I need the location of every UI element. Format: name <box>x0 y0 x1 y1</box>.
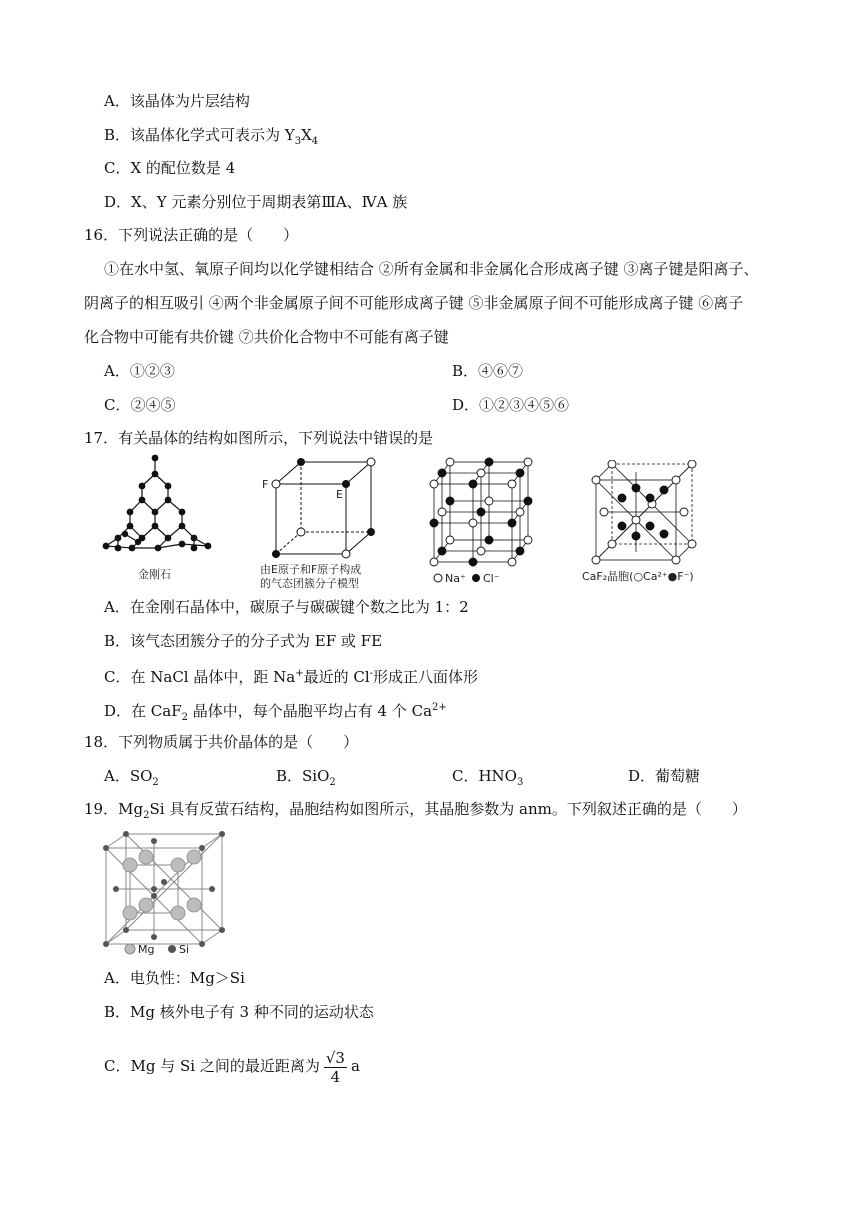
q18-option-d: D．葡萄糖 <box>628 767 701 785</box>
q16-stem: 16．下列说法正确的是（ ） <box>84 226 299 244</box>
q19-option-c: C．Mg 与 Si 之间的最近距离为 $\frac{√3}{4}$ a <box>104 1048 360 1086</box>
diamond-caption: 金刚石 <box>138 568 171 581</box>
q15-option-b: B．该晶体化学式可表示为 $Y_3X_4$ <box>104 126 319 147</box>
diamond-structure-figure <box>98 452 216 588</box>
q16-option-a: A．①②③ <box>104 362 175 380</box>
q17-option-d: D．在 CaF$_2$ 晶体中，每个晶胞平均占有 4 个 $Ca^{2+}$ <box>104 702 447 723</box>
caf2-structure-figure <box>582 460 712 586</box>
mg2si-structure-figure <box>100 830 230 960</box>
q15-option-a: A．该晶体为片层结构 <box>104 92 250 110</box>
ef-label-f: F <box>262 478 269 491</box>
nacl-legend-na: Na⁺ <box>445 572 466 585</box>
q18-option-a: A．$SO_2$ <box>104 767 159 788</box>
nacl-structure-figure <box>426 456 536 588</box>
q18-option-c: C．$HNO_3$ <box>452 767 524 788</box>
q16-statement-line2: 阴离子的相互吸引 ④两个非金属原子间不可能形成离子键 ⑤非金属原子间不可能形成离子键 ⑥离子 <box>84 294 744 312</box>
nacl-legend-cl: Cl⁻ <box>483 572 500 585</box>
q16-option-c: C．②④⑤ <box>104 396 176 414</box>
q15-option-c: C．X 的配位数是 4 <box>104 159 236 177</box>
ef-cluster-figure <box>256 456 396 590</box>
caf2-caption: CaF₂晶胞(○Ca²⁺●F⁻) <box>582 570 694 583</box>
q16-option-b: B．④⑥⑦ <box>452 362 524 380</box>
mg-legend-label: Mg <box>138 943 155 956</box>
si-legend-label: Si <box>179 943 190 956</box>
q17-option-b: B．该气态团簇分子的分子式为 EF 或 FE <box>104 632 383 650</box>
q19-option-a: A．电负性：Mg＞Si <box>104 969 245 987</box>
q19-stem: 19．$Mg_2Si$ 具有反萤石结构，晶胞结构如图所示，其晶胞参数为 anm。下列叙述正确的是（ ） <box>84 800 747 821</box>
q19-option-b: B．Mg 核外电子有 3 种不同的运动状态 <box>104 1003 374 1021</box>
q17-option-c: C．在 NaCl 晶体中，距 Na+最近的 Cl-形成正八面体形 <box>104 668 479 686</box>
q16-statement-line3: 化合物中可能有共价键 ⑦共价化合物中不可能有离子键 <box>84 328 449 346</box>
q17-stem: 17．有关晶体的结构如图所示，下列说法中错误的是 <box>84 429 434 447</box>
q18-stem: 18．下列物质属于共价晶体的是（ ） <box>84 733 359 751</box>
ef-label-e: E <box>336 488 343 501</box>
ef-caption-line1: 由E原子和F原子构成 <box>260 563 362 576</box>
q18-option-b: B．SiO$_2$ <box>276 767 336 788</box>
q15-option-d: D．X、Y 元素分别位于周期表第ⅢA、ⅣA 族 <box>104 193 408 211</box>
q16-statement-line1: ①在水中氢、氧原子间均以化学键相结合 ②所有金属和非金属化合形成离子键 ③离子键是阳离子、 <box>104 260 759 278</box>
distance-fraction: $\frac{√3}{4}$ <box>325 1048 345 1086</box>
q16-option-d: D．①②③④⑤⑥ <box>452 396 570 414</box>
ef-caption-line2: 的气态团簇分子模型 <box>260 577 359 590</box>
q17-option-a: A．在金刚石晶体中，碳原子与碳碳键个数之比为 1：2 <box>104 598 469 616</box>
